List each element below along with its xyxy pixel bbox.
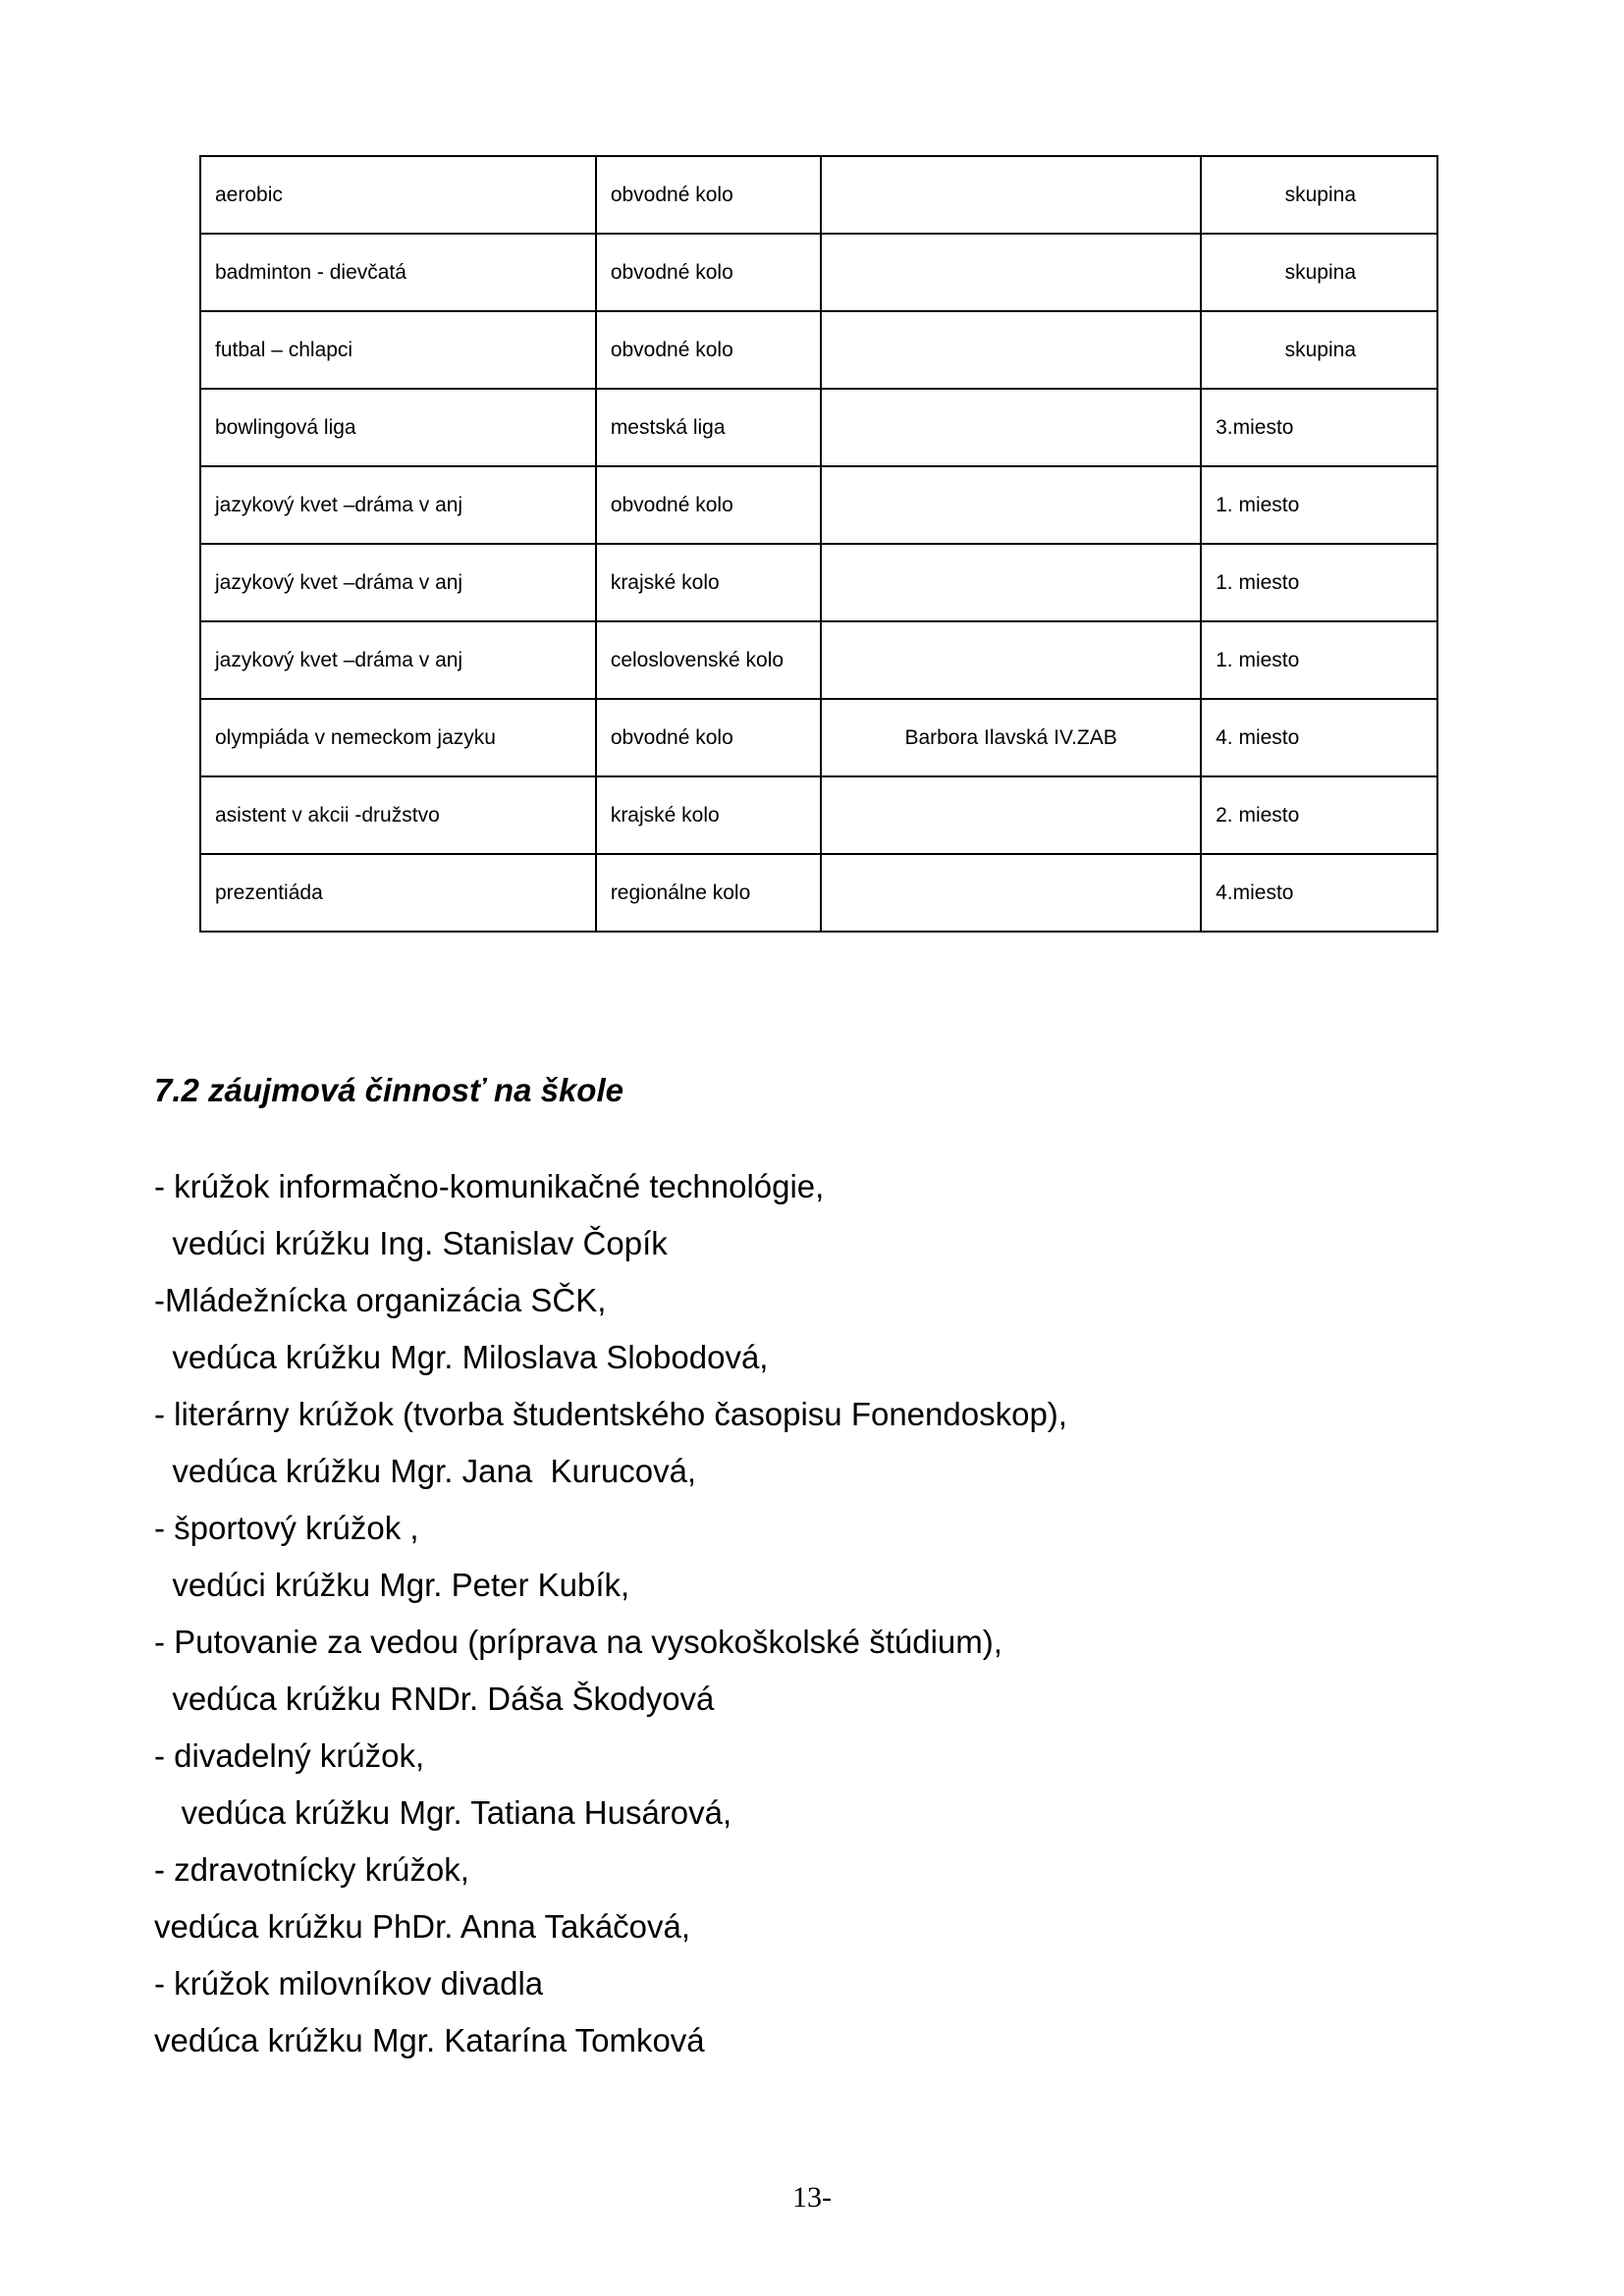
- participant-cell: [821, 544, 1201, 621]
- table-row: [200, 466, 1437, 544]
- list-item: - zdravotnícky krúžok,: [154, 1851, 469, 1888]
- list-item: vedúca krúžku Mgr. Jana Kurucová,: [154, 1453, 697, 1489]
- result-cell: skupina: [1201, 311, 1437, 389]
- table-row: [200, 389, 1437, 466]
- list-item: - športový krúžok ,: [154, 1510, 419, 1546]
- table-row: [200, 311, 1437, 389]
- list-item: vedúca krúžku RNDr. Dáša Škodyová: [154, 1681, 715, 1717]
- table-row: [200, 621, 1437, 699]
- list-item: vedúca krúžku Mgr. Katarína Tomková: [154, 2022, 705, 2058]
- table-row: [200, 234, 1437, 311]
- round-cell: obvodné kolo: [596, 699, 821, 776]
- result-cell: 2. miesto: [1201, 776, 1437, 854]
- participant-cell: [821, 234, 1201, 311]
- list-item: vedúca krúžku Mgr. Miloslava Slobodová,: [154, 1339, 769, 1375]
- list-item: vedúca krúžku Mgr. Tatiana Husárová,: [154, 1794, 732, 1831]
- list-item: vedúci krúžku Ing. Stanislav Čopík: [154, 1225, 668, 1261]
- result-cell: 3.miesto: [1201, 389, 1437, 466]
- results-table-body: [200, 156, 1437, 932]
- list-item: vedúci krúžku Mgr. Peter Kubík,: [154, 1567, 630, 1603]
- table-row: [200, 854, 1437, 932]
- participant-cell: [821, 311, 1201, 389]
- table-row: [200, 544, 1437, 621]
- list-item: - krúžok informačno-komunikačné technológie,: [154, 1168, 825, 1204]
- activity-cell: jazykový kvet –dráma v anj: [200, 621, 596, 699]
- activity-cell: aerobic: [200, 156, 596, 234]
- page-number: 13-: [792, 2181, 832, 2214]
- round-cell: krajské kolo: [596, 776, 821, 854]
- results-table: [199, 155, 1438, 933]
- activity-cell: jazykový kvet –dráma v anj: [200, 544, 596, 621]
- result-cell: 1. miesto: [1201, 621, 1437, 699]
- activity-cell: futbal – chlapci: [200, 311, 596, 389]
- result-cell: 1. miesto: [1201, 466, 1437, 544]
- participant-cell: [821, 854, 1201, 932]
- participant-cell: Barbora Ilavská IV.ZAB: [821, 699, 1201, 776]
- result-cell: skupina: [1201, 234, 1437, 311]
- participant-cell: [821, 156, 1201, 234]
- round-cell: krajské kolo: [596, 544, 821, 621]
- activity-cell: jazykový kvet –dráma v anj: [200, 466, 596, 544]
- participant-cell: [821, 466, 1201, 544]
- round-cell: obvodné kolo: [596, 311, 821, 389]
- participant-cell: [821, 389, 1201, 466]
- round-cell: mestská liga: [596, 389, 821, 466]
- list-item: - krúžok milovníkov divadla: [154, 1965, 544, 2002]
- list-item: - divadelný krúžok,: [154, 1737, 425, 1774]
- list-item: - literárny krúžok (tvorba študentského časopisu Fonendoskop),: [154, 1396, 1067, 1432]
- round-cell: regionálne kolo: [596, 854, 821, 932]
- activity-cell: asistent v akcii -družstvo: [200, 776, 596, 854]
- activity-cell: badminton - dievčatá: [200, 234, 596, 311]
- activity-list: [154, 1158, 1067, 2069]
- result-cell: skupina: [1201, 156, 1437, 234]
- activity-cell: olympiáda v nemeckom jazyku: [200, 699, 596, 776]
- result-cell: 4.miesto: [1201, 854, 1437, 932]
- result-cell: 4. miesto: [1201, 699, 1437, 776]
- round-cell: celoslovenské kolo: [596, 621, 821, 699]
- round-cell: obvodné kolo: [596, 466, 821, 544]
- table-row: [200, 699, 1437, 776]
- participant-cell: [821, 776, 1201, 854]
- table-row: [200, 776, 1437, 854]
- activity-cell: prezentiáda: [200, 854, 596, 932]
- table-row: [200, 156, 1437, 234]
- list-item: -Mládežnícka organizácia SČK,: [154, 1282, 607, 1318]
- round-cell: obvodné kolo: [596, 234, 821, 311]
- participant-cell: [821, 621, 1201, 699]
- round-cell: obvodné kolo: [596, 156, 821, 234]
- list-item: - Putovanie za vedou (príprava na vysokoškolské štúdium),: [154, 1624, 1002, 1660]
- section-title: 7.2 záujmová činnosť na škole: [154, 1072, 623, 1108]
- list-item: vedúca krúžku PhDr. Anna Takáčová,: [154, 1908, 691, 1945]
- activity-cell: bowlingová liga: [200, 389, 596, 466]
- result-cell: 1. miesto: [1201, 544, 1437, 621]
